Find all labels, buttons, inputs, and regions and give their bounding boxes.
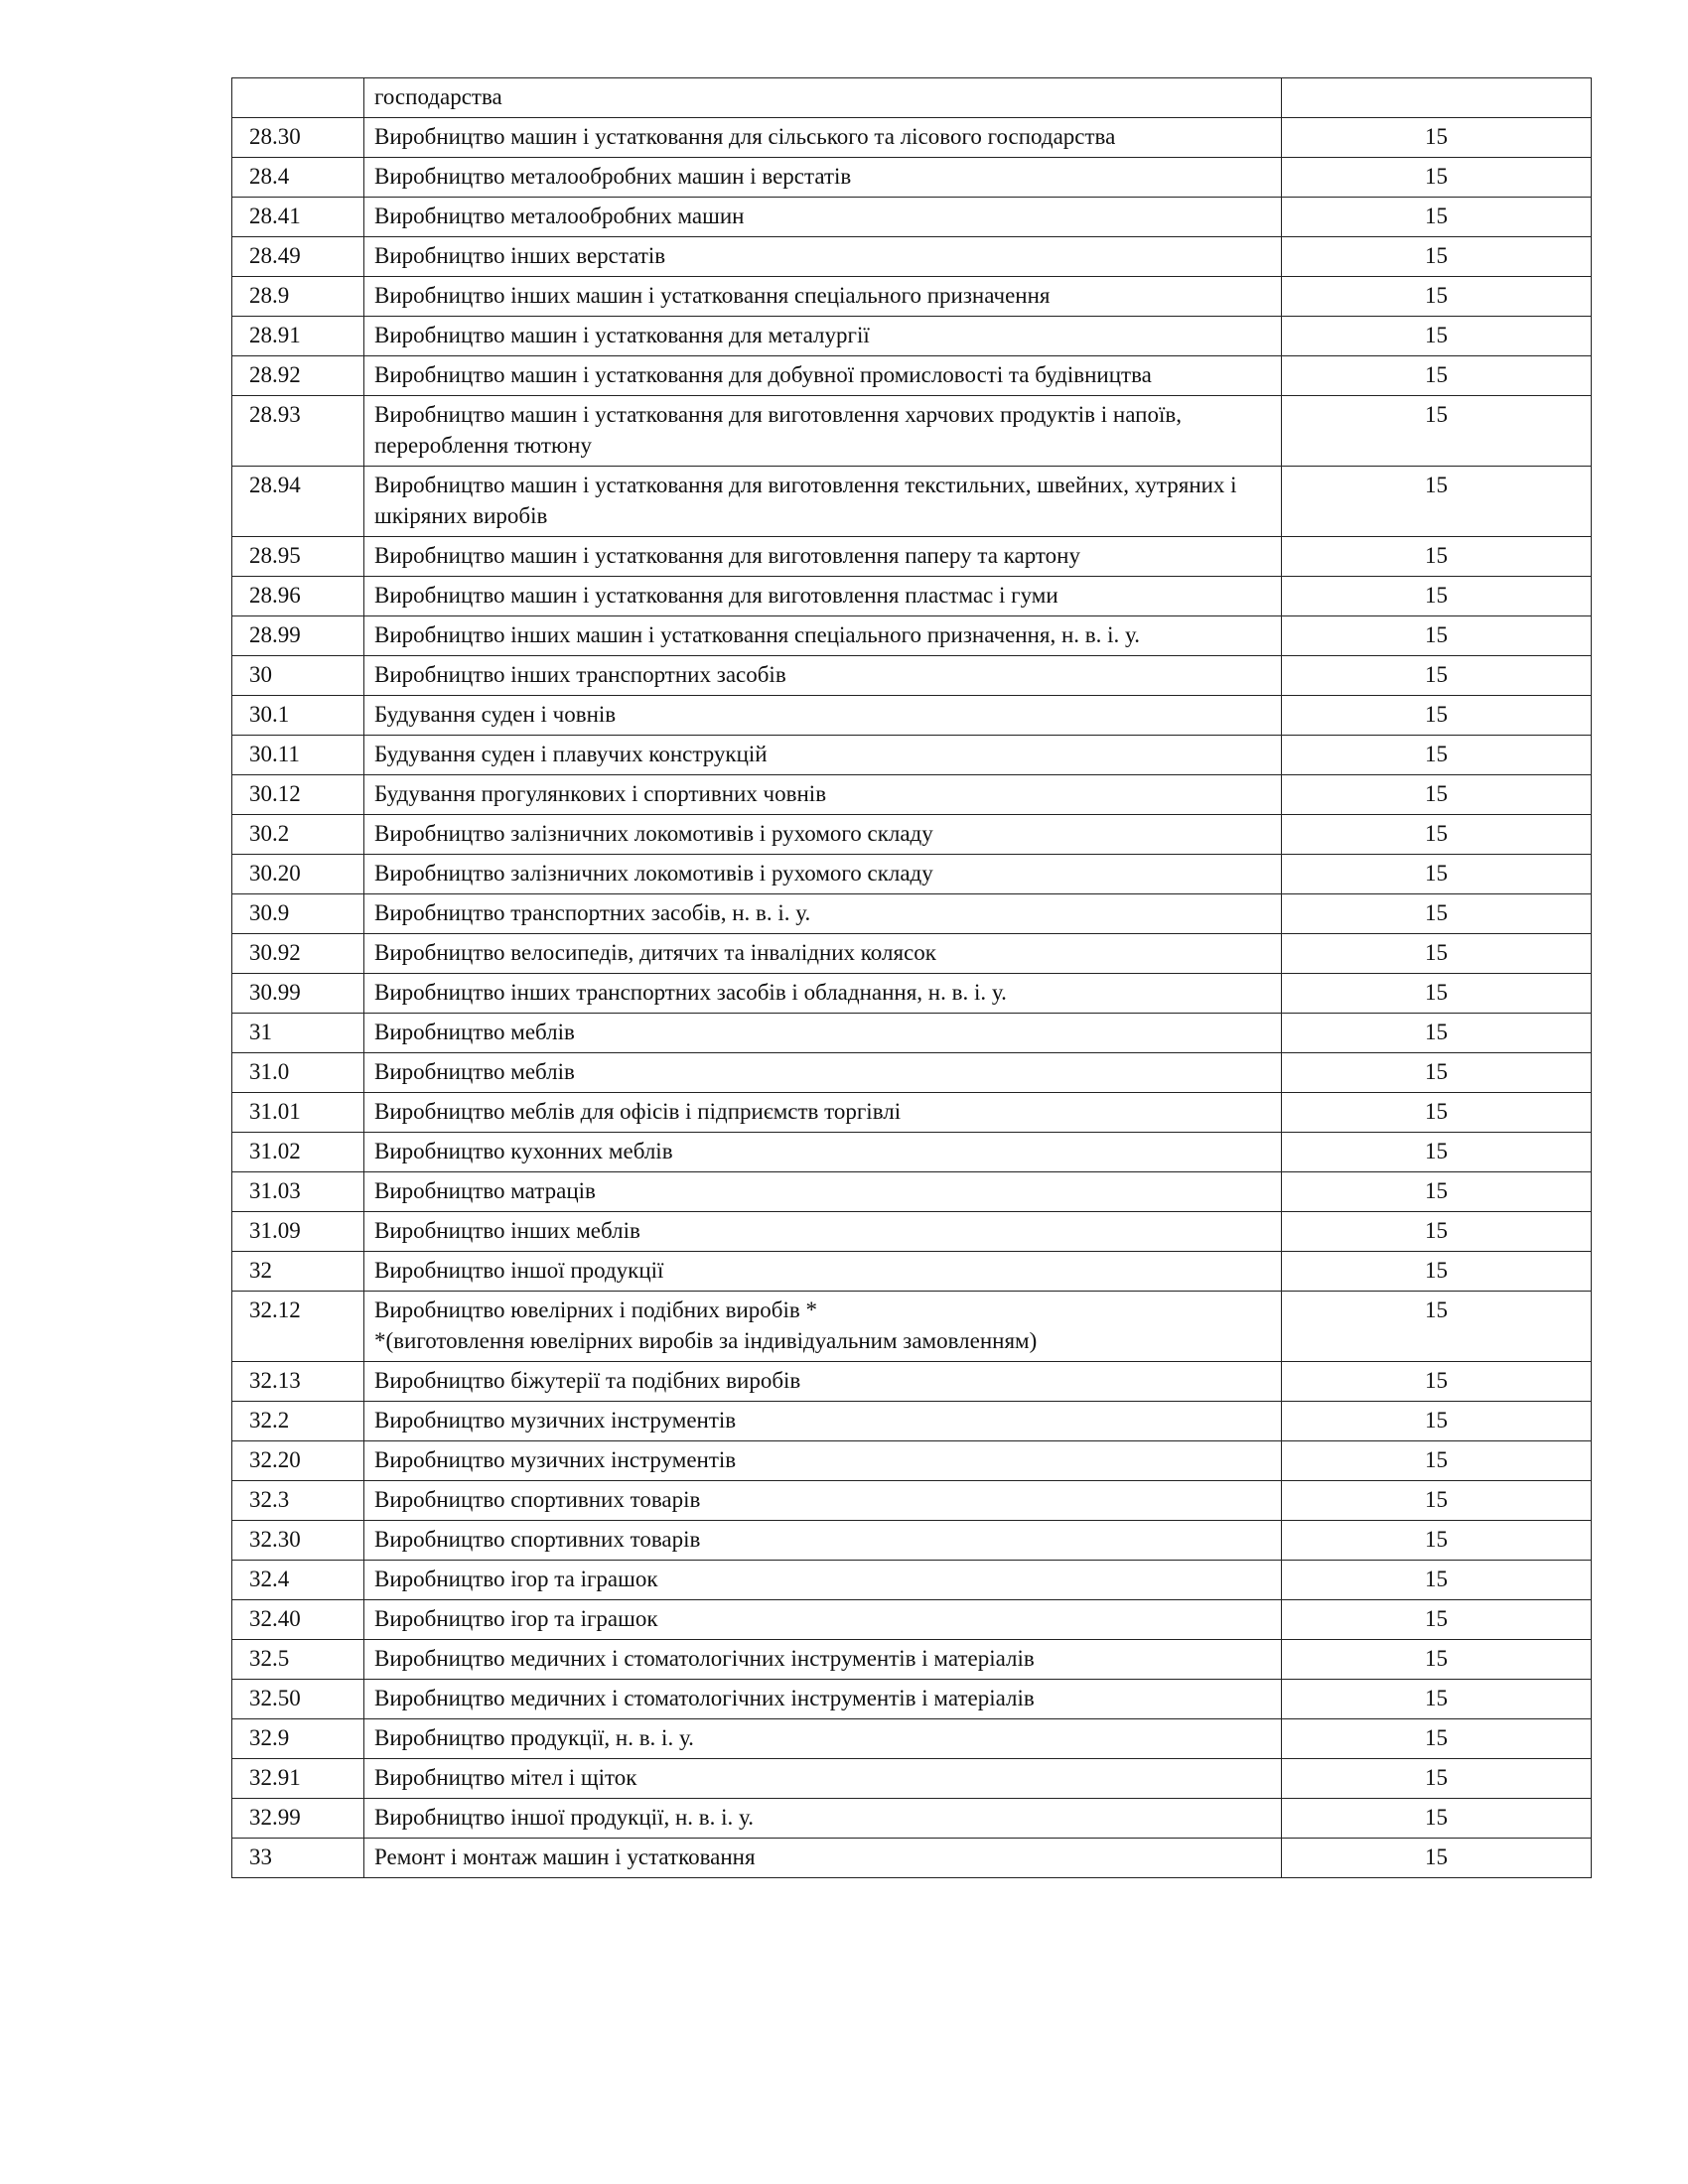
activity-name: Виробництво продукції, н. в. і. у. <box>374 1725 694 1750</box>
activity-code-cell: 28.41 <box>232 198 364 237</box>
table-row <box>232 1799 1592 1839</box>
activity-name-cell <box>364 1402 1282 1441</box>
rate-cell: 15 <box>1282 1640 1592 1680</box>
activity-code-cell: 30.92 <box>232 934 364 974</box>
rate-cell: 15 <box>1282 1292 1592 1362</box>
activity-code-cell: 31 <box>232 1014 364 1053</box>
activity-code-cell: 30.2 <box>232 815 364 855</box>
rate-cell: 15 <box>1282 237 1592 277</box>
rate-cell: 15 <box>1282 1441 1592 1481</box>
table-row <box>232 656 1592 696</box>
activity-name-cell <box>364 356 1282 396</box>
activity-code-cell: 30.1 <box>232 696 364 736</box>
activity-name-cell <box>364 1133 1282 1172</box>
rate-cell: 15 <box>1282 118 1592 158</box>
rate-cell: 15 <box>1282 1093 1592 1133</box>
rate-cell: 15 <box>1282 974 1592 1014</box>
table-row <box>232 815 1592 855</box>
table-row <box>232 1600 1592 1640</box>
rate-cell: 15 <box>1282 775 1592 815</box>
activity-name-cell <box>364 1561 1282 1600</box>
rate-cell: 15 <box>1282 616 1592 656</box>
table-row <box>232 1133 1592 1172</box>
activity-name: Виробництво ігор та іграшок <box>374 1567 658 1591</box>
rate-cell: 15 <box>1282 277 1592 317</box>
activity-name-cell <box>364 198 1282 237</box>
rate-cell: 15 <box>1282 1172 1592 1212</box>
activity-code-cell: 28.4 <box>232 158 364 198</box>
activity-name: Виробництво інших меблів <box>374 1218 640 1243</box>
activity-name-cell <box>364 1292 1282 1362</box>
activity-name: Виробництво меблів <box>374 1059 575 1084</box>
rate-cell: 15 <box>1282 1481 1592 1521</box>
table-row <box>232 158 1592 198</box>
activity-name-cell <box>364 775 1282 815</box>
activity-name: Будування суден і човнів <box>374 702 617 727</box>
activity-name-cell <box>364 1441 1282 1481</box>
table-row <box>232 775 1592 815</box>
table-row <box>232 696 1592 736</box>
activity-name-cell <box>364 1640 1282 1680</box>
table-row <box>232 894 1592 934</box>
activity-name: Будування прогулянкових і спортивних човнів <box>374 781 827 806</box>
activity-code-cell: 32.4 <box>232 1561 364 1600</box>
activity-code-cell: 28.92 <box>232 356 364 396</box>
activity-code-cell: 31.02 <box>232 1133 364 1172</box>
table-row <box>232 1839 1592 1878</box>
table-row <box>232 1362 1592 1402</box>
activity-name-cell <box>364 1362 1282 1402</box>
activity-name: Виробництво інших верстатів <box>374 243 666 268</box>
table-row <box>232 1212 1592 1252</box>
table-row <box>232 277 1592 317</box>
rate-cell: 15 <box>1282 1212 1592 1252</box>
table-row <box>232 1402 1592 1441</box>
activity-code-cell: 33 <box>232 1839 364 1878</box>
activity-code-cell: 32.13 <box>232 1362 364 1402</box>
rate-cell: 15 <box>1282 1053 1592 1093</box>
activity-name: Виробництво мітел і щіток <box>374 1765 637 1790</box>
table-row <box>232 616 1592 656</box>
activity-code-cell: 32.2 <box>232 1402 364 1441</box>
activity-name-cell <box>364 118 1282 158</box>
activity-name: Виробництво інших транспортних засобів і обладнання, н. в. і. у. <box>374 980 1007 1005</box>
activity-name-cell <box>364 1799 1282 1839</box>
activity-code-cell: 28.30 <box>232 118 364 158</box>
activity-code-cell: 30.11 <box>232 736 364 775</box>
activity-name: Виробництво меблів <box>374 1020 575 1044</box>
activity-name: Виробництво іншої продукції <box>374 1258 664 1283</box>
activity-name-cell <box>364 1014 1282 1053</box>
activity-name-cell <box>364 537 1282 577</box>
activity-name: Виробництво машин і устатковання для добувної промисловості та будівництва <box>374 362 1152 387</box>
activity-code-cell: 31.09 <box>232 1212 364 1252</box>
table-row <box>232 1680 1592 1719</box>
activity-name: Виробництво музичних інструментів <box>374 1408 737 1433</box>
activity-name-cell <box>364 616 1282 656</box>
activity-name-cell <box>364 1759 1282 1799</box>
rate-cell: 15 <box>1282 356 1592 396</box>
activity-name: Виробництво спортивних товарів <box>374 1527 701 1552</box>
rate-cell <box>1282 78 1592 118</box>
table-row <box>232 1441 1592 1481</box>
rate-cell: 15 <box>1282 1600 1592 1640</box>
activity-code-cell: 31.03 <box>232 1172 364 1212</box>
activity-name-cell <box>364 656 1282 696</box>
activity-name-cell <box>364 1172 1282 1212</box>
rate-cell: 15 <box>1282 894 1592 934</box>
activity-code-cell: 32.99 <box>232 1799 364 1839</box>
table-row <box>232 537 1592 577</box>
activity-name-cell <box>364 1521 1282 1561</box>
activity-name-cell <box>364 1719 1282 1759</box>
activity-code-cell: 28.91 <box>232 317 364 356</box>
activity-name: Будування суден і плавучих конструкцій <box>374 742 768 766</box>
rate-cell: 15 <box>1282 1133 1592 1172</box>
activity-name: Виробництво інших транспортних засобів <box>374 662 786 687</box>
activity-code-cell: 32.5 <box>232 1640 364 1680</box>
rate-cell: 15 <box>1282 1839 1592 1878</box>
table-row <box>232 467 1592 537</box>
table-row <box>232 1561 1592 1600</box>
activity-name: Виробництво біжутерії та подібних виробів <box>374 1368 801 1393</box>
table-row <box>232 1053 1592 1093</box>
activity-code-cell: 28.99 <box>232 616 364 656</box>
activity-name: Виробництво транспортних засобів, н. в. і. у. <box>374 900 811 925</box>
activity-name: Виробництво медичних і стоматологічних інструментів і матеріалів <box>374 1646 1035 1671</box>
activity-name-cell <box>364 277 1282 317</box>
rate-cell: 15 <box>1282 696 1592 736</box>
table-row <box>232 1521 1592 1561</box>
table-row <box>232 78 1592 118</box>
rate-cell: 15 <box>1282 815 1592 855</box>
activity-name: Виробництво матраців <box>374 1178 596 1203</box>
activity-code-cell: 32.9 <box>232 1719 364 1759</box>
table-row <box>232 736 1592 775</box>
activity-name-cell <box>364 237 1282 277</box>
activity-codes-table <box>231 77 1592 1878</box>
rate-cell: 15 <box>1282 1252 1592 1292</box>
table-row <box>232 1481 1592 1521</box>
table-row <box>232 577 1592 616</box>
activity-name: Виробництво інших машин і устатковання спеціального призначення, н. в. і. у. <box>374 622 1140 647</box>
activity-name: Виробництво велосипедів, дитячих та інвалідних колясок <box>374 940 936 965</box>
table-row <box>232 1172 1592 1212</box>
table-body <box>232 78 1592 1878</box>
activity-name: Виробництво медичних і стоматологічних інструментів і матеріалів <box>374 1686 1035 1710</box>
table-row <box>232 1252 1592 1292</box>
table-row <box>232 396 1592 467</box>
rate-cell: 15 <box>1282 934 1592 974</box>
rate-cell: 15 <box>1282 656 1592 696</box>
activity-name-cell <box>364 1680 1282 1719</box>
table-row <box>232 317 1592 356</box>
activity-name-cell <box>364 696 1282 736</box>
table-row <box>232 1292 1592 1362</box>
activity-code-cell: 32.50 <box>232 1680 364 1719</box>
table-row <box>232 855 1592 894</box>
activity-name: Виробництво ігор та іграшок <box>374 1606 658 1631</box>
activity-note: *(виготовлення ювелірних виробів за індивідуальним замовленням) <box>374 1328 1038 1353</box>
rate-cell: 15 <box>1282 1402 1592 1441</box>
activity-name: Виробництво металообробних машин <box>374 204 745 228</box>
table-row <box>232 1759 1592 1799</box>
activity-code-cell: 30 <box>232 656 364 696</box>
table-row <box>232 356 1592 396</box>
rate-cell: 15 <box>1282 1759 1592 1799</box>
activity-code-cell: 30.99 <box>232 974 364 1014</box>
activity-code-cell: 31.0 <box>232 1053 364 1093</box>
activity-code-cell: 30.9 <box>232 894 364 934</box>
activity-name-cell <box>364 1252 1282 1292</box>
rate-cell: 15 <box>1282 1680 1592 1719</box>
activity-code-cell: 31.01 <box>232 1093 364 1133</box>
activity-name-cell <box>364 934 1282 974</box>
activity-name-cell <box>364 1481 1282 1521</box>
activity-name: Виробництво музичних інструментів <box>374 1447 737 1472</box>
activity-name: Виробництво спортивних товарів <box>374 1487 701 1512</box>
table-row <box>232 1093 1592 1133</box>
activity-code-cell: 28.49 <box>232 237 364 277</box>
activity-name-cell <box>364 78 1282 118</box>
activity-name: Виробництво інших машин і устатковання спеціального призначення <box>374 283 1051 308</box>
activity-code-cell: 30.12 <box>232 775 364 815</box>
activity-code-cell: 32.12 <box>232 1292 364 1362</box>
activity-name-cell <box>364 974 1282 1014</box>
activity-name: Ремонт і монтаж машин і устатковання <box>374 1844 756 1869</box>
activity-code-cell: 28.96 <box>232 577 364 616</box>
activity-name-cell <box>364 1053 1282 1093</box>
activity-name: Виробництво машин і устатковання для виготовлення паперу та картону <box>374 543 1080 568</box>
rate-cell: 15 <box>1282 158 1592 198</box>
activity-name-cell <box>364 855 1282 894</box>
activity-name: Виробництво меблів для офісів і підприємств торгівлі <box>374 1099 902 1124</box>
table-row <box>232 1640 1592 1680</box>
activity-name-cell <box>364 317 1282 356</box>
activity-name: Виробництво металообробних машин і верстатів <box>374 164 852 189</box>
table-row <box>232 198 1592 237</box>
table-row <box>232 1719 1592 1759</box>
rate-cell: 15 <box>1282 198 1592 237</box>
activity-name: Виробництво ювелірних і подібних виробів * <box>374 1297 817 1322</box>
rate-cell: 15 <box>1282 577 1592 616</box>
activity-code-cell: 32.30 <box>232 1521 364 1561</box>
table-row <box>232 974 1592 1014</box>
rate-cell: 15 <box>1282 1561 1592 1600</box>
table-row <box>232 118 1592 158</box>
rate-cell: 15 <box>1282 317 1592 356</box>
activity-code-cell: 28.94 <box>232 467 364 537</box>
table-row <box>232 237 1592 277</box>
activity-name: Виробництво машин і устатковання для металургії <box>374 323 870 347</box>
activity-name: Виробництво іншої продукції, н. в. і. у. <box>374 1805 754 1830</box>
activity-name: Виробництво машин і устатковання для виготовлення пластмас і гуми <box>374 583 1058 608</box>
activity-code-cell: 28.93 <box>232 396 364 467</box>
table-row <box>232 1014 1592 1053</box>
activity-code-cell: 30.20 <box>232 855 364 894</box>
rate-cell: 15 <box>1282 1014 1592 1053</box>
activity-name: Виробництво кухонних меблів <box>374 1139 673 1163</box>
activity-code-cell: 32.91 <box>232 1759 364 1799</box>
activity-code-cell: 32.20 <box>232 1441 364 1481</box>
activity-code-cell: 32 <box>232 1252 364 1292</box>
activity-code-cell: 32.40 <box>232 1600 364 1640</box>
activity-code-cell: 28.95 <box>232 537 364 577</box>
rate-cell: 15 <box>1282 396 1592 467</box>
rate-cell: 15 <box>1282 736 1592 775</box>
activity-name: Виробництво машин і устатковання для виготовлення харчових продуктів і напоїв, перероблення тютюну <box>374 402 1182 458</box>
activity-name: Виробництво залізничних локомотивів і рухомого складу <box>374 821 933 846</box>
activity-name: Виробництво залізничних локомотивів і рухомого складу <box>374 861 933 886</box>
activity-name-cell <box>364 1839 1282 1878</box>
activity-code-cell: 28.9 <box>232 277 364 317</box>
activity-name-cell <box>364 577 1282 616</box>
activity-name: Виробництво машин і устатковання для виготовлення текстильних, швейних, хутряних і шкіряних виробів <box>374 473 1237 528</box>
rate-cell: 15 <box>1282 1799 1592 1839</box>
activity-name-cell <box>364 1212 1282 1252</box>
activity-name-cell <box>364 467 1282 537</box>
activity-name: господарства <box>374 84 502 109</box>
activity-code-cell <box>232 78 364 118</box>
activity-name-cell <box>364 1093 1282 1133</box>
rate-cell: 15 <box>1282 467 1592 537</box>
rate-cell: 15 <box>1282 1362 1592 1402</box>
activity-name-cell <box>364 894 1282 934</box>
table-row <box>232 934 1592 974</box>
rate-cell: 15 <box>1282 537 1592 577</box>
activity-name-cell <box>364 736 1282 775</box>
rate-cell: 15 <box>1282 855 1592 894</box>
activity-name-cell <box>364 396 1282 467</box>
activity-name-cell <box>364 158 1282 198</box>
rate-cell: 15 <box>1282 1719 1592 1759</box>
activity-code-cell: 32.3 <box>232 1481 364 1521</box>
activity-name: Виробництво машин і устатковання для сільського та лісового господарства <box>374 124 1116 149</box>
activity-name-cell <box>364 815 1282 855</box>
rate-cell: 15 <box>1282 1521 1592 1561</box>
activity-name-cell <box>364 1600 1282 1640</box>
